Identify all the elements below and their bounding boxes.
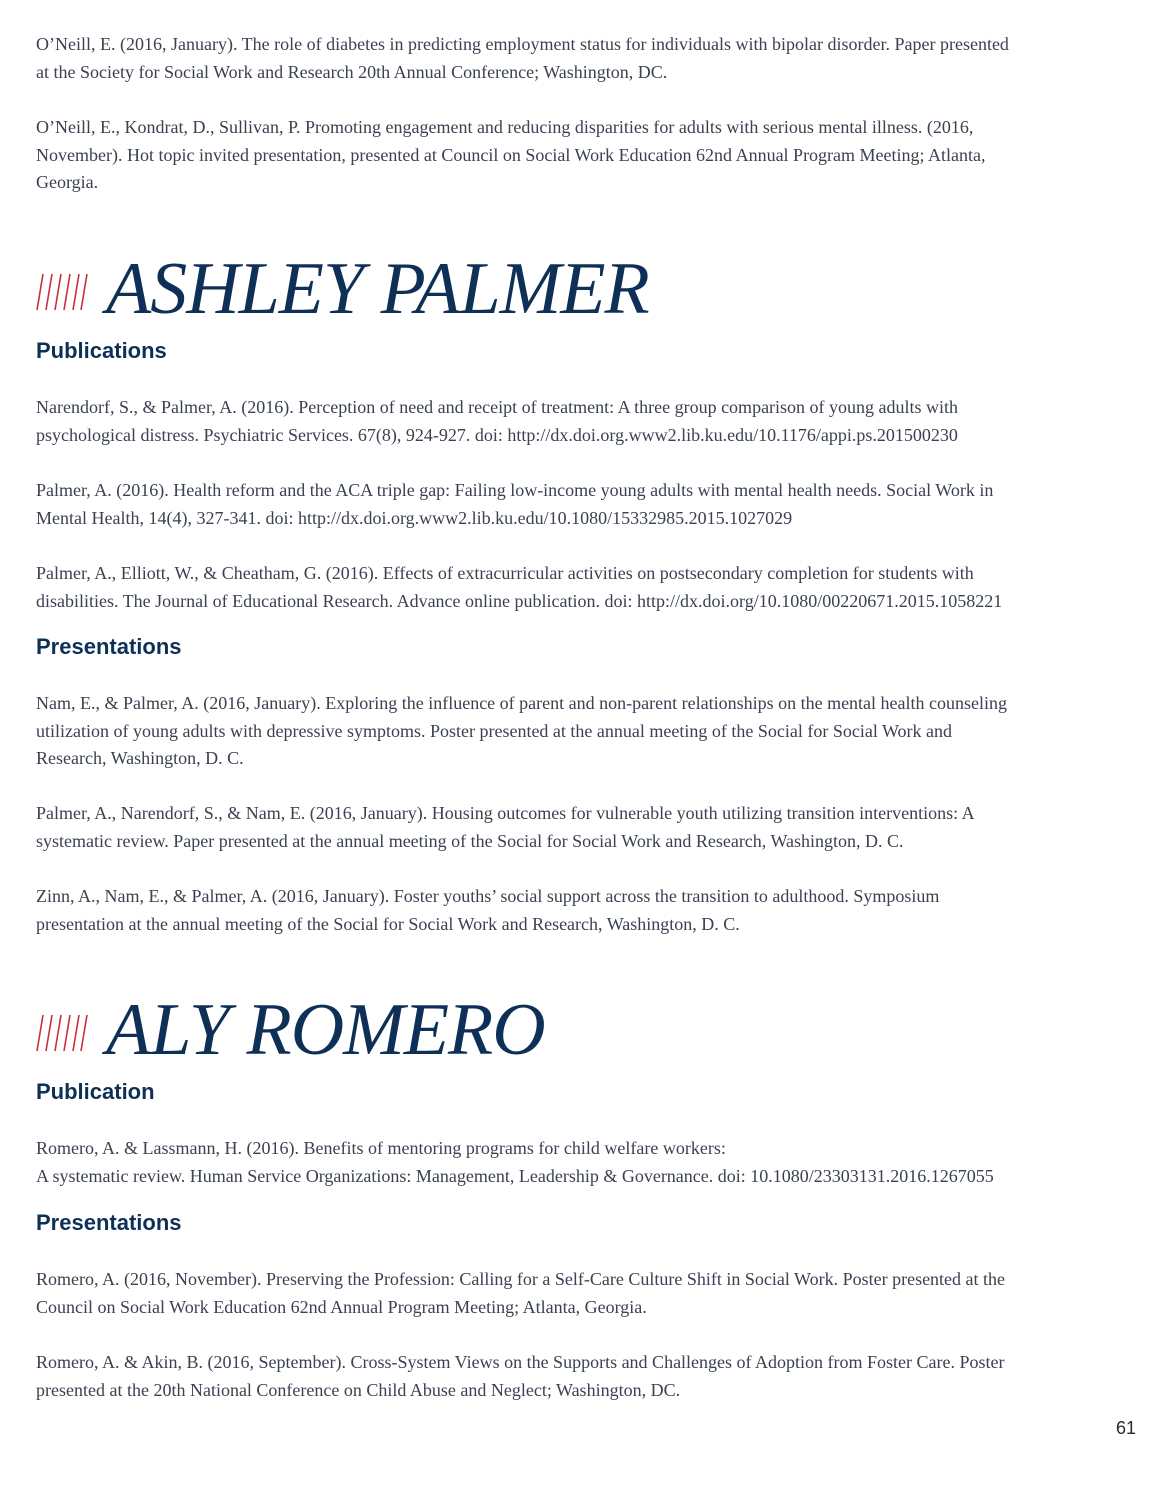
entry-line: Romero, A. (2016, November). Preserving the Profession: Calling for a Self-Care Culture Shift in Social Work. Poster presented at the	[36, 1269, 1006, 1289]
palmer-presentation-1	[36, 690, 1007, 773]
romero-presentation-2	[36, 1349, 1005, 1404]
palmer-publication-3	[36, 560, 1002, 615]
palmer-presentations-title: Presentations	[36, 634, 182, 659]
person-name-romero: ALY ROMERO	[106, 989, 545, 1071]
slash-marks-icon	[36, 272, 88, 312]
entry-line: Narendorf, S., & Palmer, A. (2016). Perception of need and receipt of treatment: A three group comparison of young adults with	[36, 397, 959, 417]
entry-line: Mental Health, 14(4), 327-341. doi: http://dx.doi.org.www2.lib.ku.edu/10.1080/15332985.2015.1027029	[36, 507, 793, 528]
palmer-presentation-2	[36, 800, 975, 855]
palmer-heading	[36, 248, 649, 330]
entry-line: Research, Washington, D. C.	[36, 748, 244, 768]
entry-line: presentation at the annual meeting of the Social for Social Work and Research, Washington, D. C.	[36, 913, 740, 934]
page-number: 61	[1115, 1418, 1136, 1438]
entry-line: Palmer, A. (2016). Health reform and the ACA triple gap: Failing low-income young adults with mental health needs. Social Work in	[36, 480, 994, 500]
romero-presentations-title: Presentations	[36, 1210, 182, 1235]
entry-line: Romero, A. & Akin, B. (2016, September). Cross-System Views on the Supports and Challenges of Adoption from Foster Care. Poster	[36, 1352, 1005, 1372]
palmer-publication-1	[36, 394, 958, 449]
entry-line: Council on Social Work Education 62nd Annual Program Meeting; Atlanta, Georgia.	[36, 1296, 647, 1317]
entry-line: Palmer, A., Elliott, W., & Cheatham, G. (2016). Effects of extracurricular activities on postsecondary completion for students with	[36, 563, 974, 583]
entry-line: utilization of young adults with depressive symptoms. Poster presented at the annual meeting of the Social for Social Work and	[36, 720, 953, 741]
entry-line: Zinn, A., Nam, E., & Palmer, A. (2016, January). Foster youths’ social support across the transition to adulthood. Symposium	[36, 886, 940, 906]
entry-line: Nam, E., & Palmer, A. (2016, January). Exploring the influence of parent and non-parent relationships on the mental health counseling	[36, 693, 1008, 713]
palmer-presentation-3	[36, 883, 939, 938]
entry-line: O’Neill, E., Kondrat, D., Sullivan, P. Promoting engagement and reducing disparities for adults with serious mental illness. (2016,	[36, 117, 974, 137]
entry-line: at the Society for Social Work and Research 20th Annual Conference; Washington, DC.	[36, 61, 668, 82]
entry-line: O’Neill, E. (2016, January). The role of diabetes in predicting employment status for individuals with bipolar disorder. Paper presented	[36, 34, 1009, 54]
person-name-palmer: ASHLEY PALMER	[106, 248, 649, 330]
entry-line: Palmer, A., Narendorf, S., & Nam, E. (2016, January). Housing outcomes for vulnerable youth utilizing transition interventions: A	[36, 803, 975, 823]
romero-publication-title: Publication	[36, 1079, 155, 1104]
intro-entry-1	[36, 31, 1009, 86]
entry-line: disabilities. The Journal of Educational Research. Advance online publication. doi: http://dx.doi.org/10.1080/00220671.2015.1058221	[36, 590, 1003, 611]
entry-line: presented at the 20th National Conference on Child Abuse and Neglect; Washington, DC.	[36, 1379, 681, 1400]
palmer-publications-title: Publications	[36, 338, 167, 363]
entry-line: Romero, A. & Lassmann, H. (2016). Benefits of mentoring programs for child welfare workers:	[36, 1138, 726, 1158]
entry-line: systematic review. Paper presented at the annual meeting of the Social for Social Work and Research, Washington, D. C.	[36, 830, 904, 851]
entry-line: November). Hot topic invited presentation, presented at Council on Social Work Education 62nd Annual Program Meeting; Atlanta,	[36, 144, 986, 165]
romero-publication-1	[36, 1135, 994, 1190]
intro-entry-2	[36, 114, 986, 197]
slash-marks-icon	[36, 1013, 88, 1053]
entry-line: psychological distress. Psychiatric Services. 67(8), 924-927. doi: http://dx.doi.org.www2.lib.ku.edu/10.1176/appi.ps.201500230	[36, 424, 958, 445]
entry-line: A systematic review. Human Service Organizations: Management, Leadership & Governance. doi: 10.1080/23303131.2016.1267055	[36, 1165, 994, 1186]
romero-heading	[36, 989, 545, 1071]
entry-line: Georgia.	[36, 172, 99, 192]
palmer-publication-2	[36, 477, 993, 532]
romero-presentation-1	[36, 1266, 1005, 1321]
